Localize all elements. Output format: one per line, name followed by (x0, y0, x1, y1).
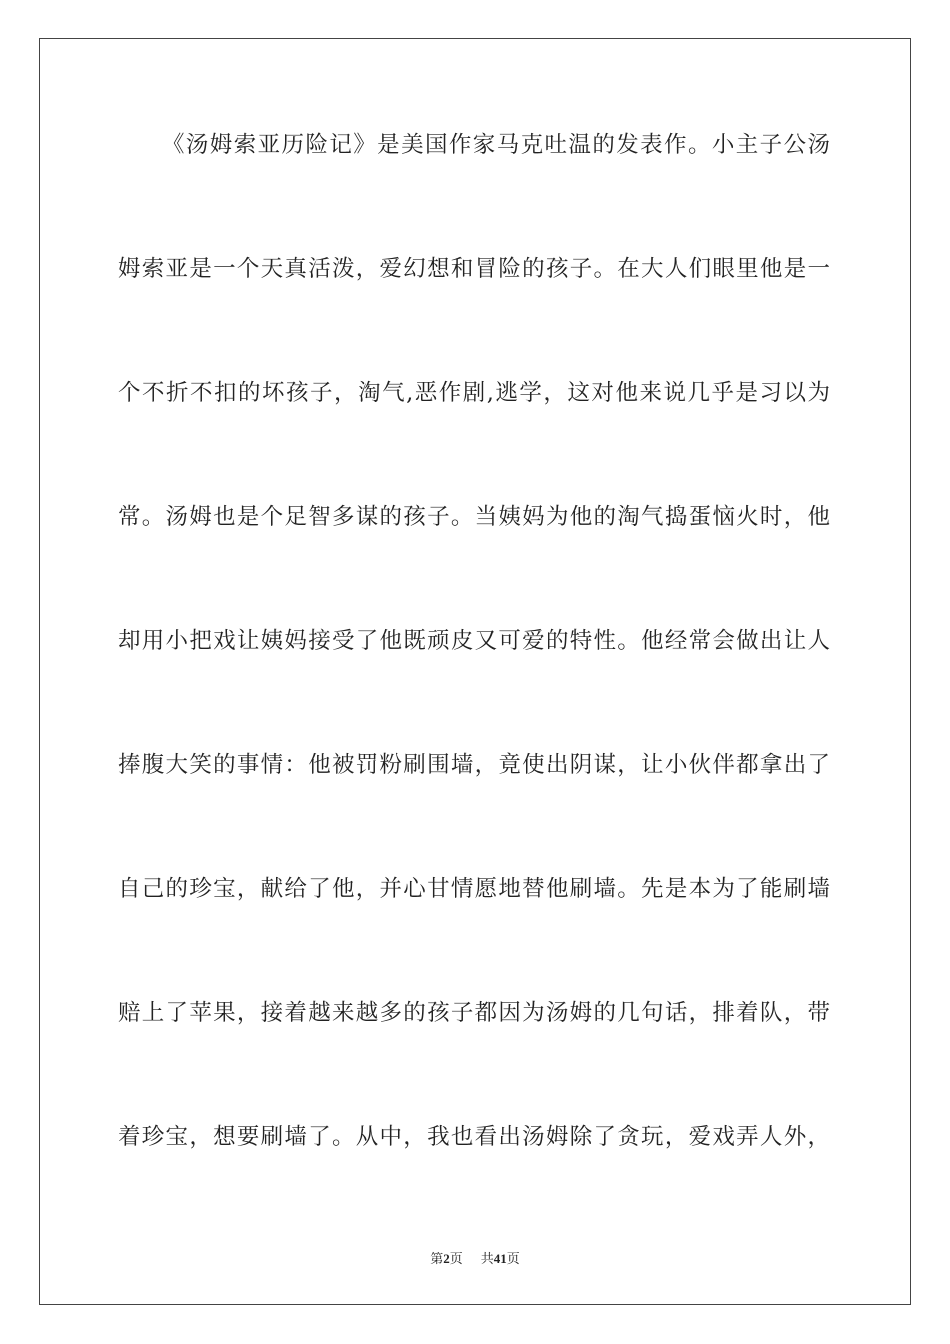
text-line-8: 赔上了苹果，接着越来越多的孩子都因为汤姆的几句话，排着队，带 (118, 1000, 830, 1026)
footer-total-pages: 41 (493, 1251, 507, 1266)
text-line-1: 《汤姆索亚历险记》是美国作家马克吐温的发表作。小主子公汤 (162, 132, 830, 158)
text-line-7: 自己的珍宝，献给了他，并心甘情愿地替他刷墙。先是本为了能刷墙 (118, 876, 830, 902)
text-line-4: 常。汤姆也是个足智多谋的孩子。当姨妈为他的淘气捣蛋恼火时，他 (118, 504, 830, 530)
document-body (118, 133, 830, 1249)
text-line-5: 却用小把戏让姨妈接受了他既顽皮又可爱的特性。他经常会做出让人 (118, 628, 830, 654)
footer-page-suffix: 页 (449, 1251, 463, 1266)
text-line-3: 个不折不扣的坏孩子，淘气,恶作剧,逃学，这对他来说几乎是习以为 (118, 380, 830, 406)
footer-page-prefix: 第 (430, 1251, 444, 1266)
footer-total-suffix: 页 (506, 1251, 520, 1266)
footer-total-prefix: 共 (480, 1251, 494, 1266)
page-footer (0, 1248, 950, 1267)
text-line-6: 捧腹大笑的事情：他被罚粉刷围墙，竟使出阴谋，让小伙伴都拿出了 (118, 752, 830, 778)
text-line-9: 着珍宝，想要刷墙了。从中，我也看出汤姆除了贪玩，爱戏弄人外， (118, 1124, 830, 1150)
text-line-2: 姆索亚是一个天真活泼，爱幻想和冒险的孩子。在大人们眼里他是一 (118, 256, 830, 282)
footer-page-number: 2 (443, 1251, 450, 1266)
